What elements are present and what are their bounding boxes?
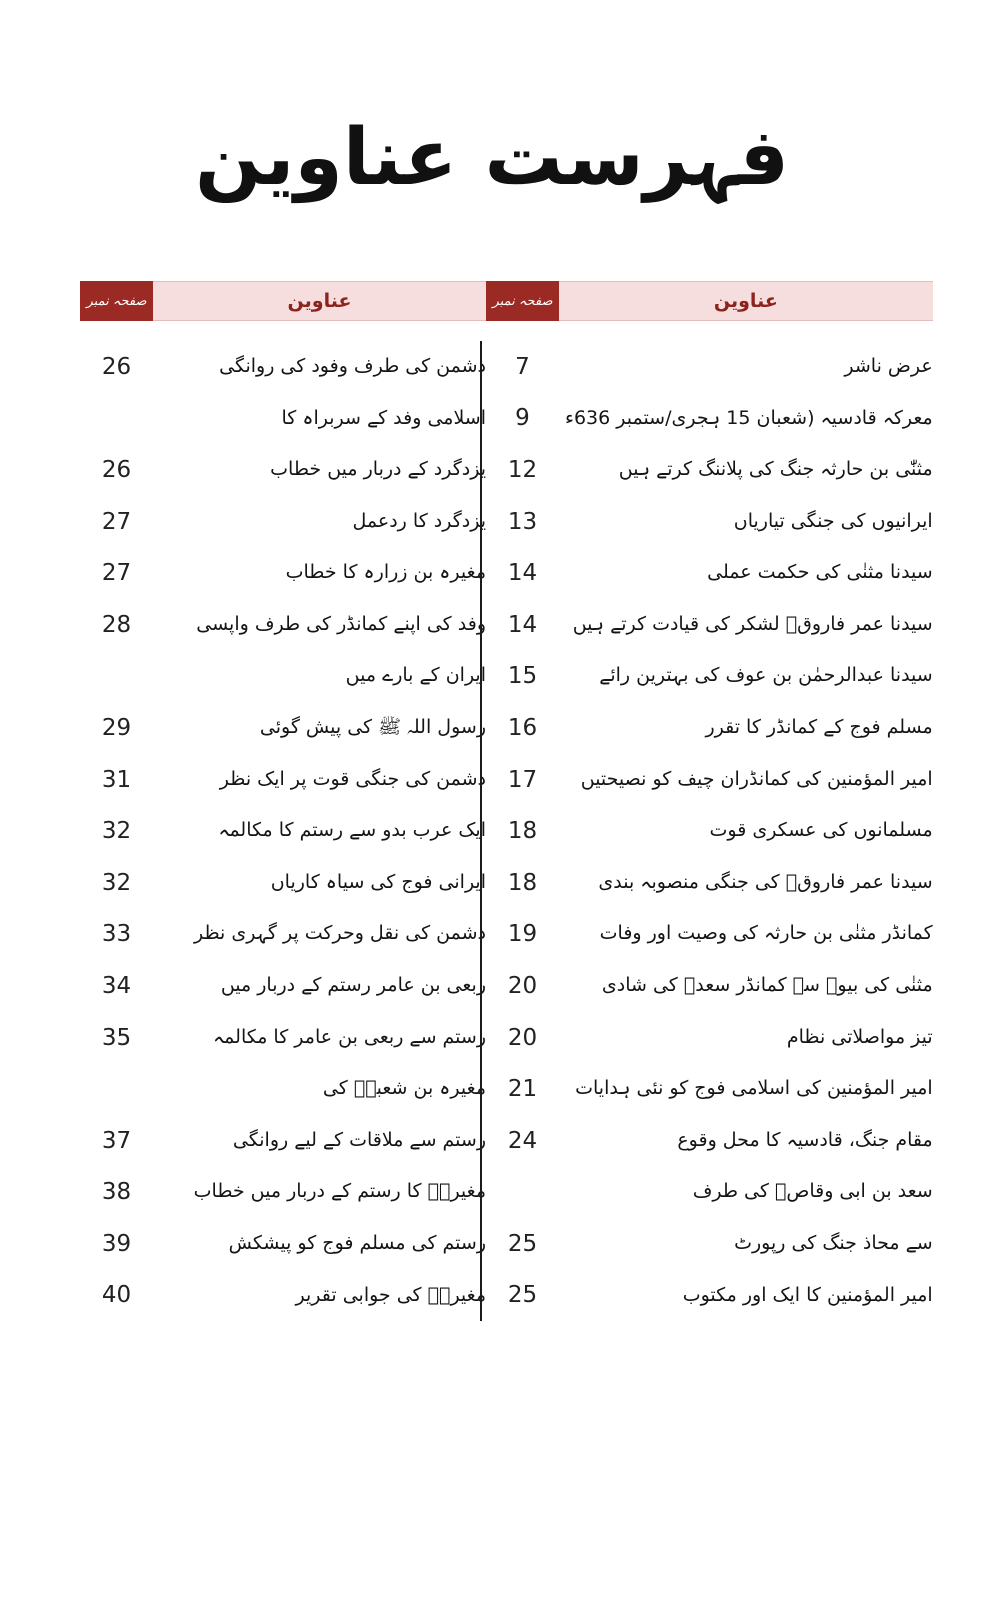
toc-entry <box>486 393 933 445</box>
page-title: فہرست عناوین <box>194 112 790 203</box>
toc-entry <box>486 496 933 548</box>
entry-page-number: 24 <box>507 1127 538 1154</box>
titles-header-strip-left <box>153 281 486 321</box>
toc-entry <box>80 1012 486 1064</box>
entry-title: مسلم فوج کے کمانڈر کا تقرر <box>705 716 933 739</box>
entry-title: عرض ناشر <box>844 354 933 377</box>
entry-title: ایران کے بارے میں <box>345 664 486 687</box>
toc-entry <box>80 702 486 754</box>
entry-title: کمانڈر مثنٰی بن حارثہ کی وصیت اور وفات <box>599 922 933 945</box>
entry-page-number: 20 <box>507 1024 538 1051</box>
entry-page-number: 18 <box>507 869 538 896</box>
entry-title: ربعی بن عامر رستم کے دربار میں <box>220 974 486 997</box>
column-header-right <box>486 281 933 321</box>
toc-entry <box>80 496 486 548</box>
entry-title: مغیرہؓ کی جوابی تقریر <box>295 1283 486 1306</box>
entry-title: تیز مواصلاتی نظام <box>786 1025 933 1048</box>
entry-page-number: 27 <box>101 508 132 535</box>
entry-title: دشمن کی جنگی قوت پر ایک نظر <box>219 767 486 790</box>
entry-title: دشمن کی نقل وحرکت پر گہری نظر <box>193 922 486 945</box>
toc-entry <box>80 1115 486 1167</box>
toc-entry <box>80 960 486 1012</box>
entry-page-number: 7 <box>515 353 530 380</box>
entry-title: رسول اللہ ﷺ کی پیش گوئی <box>259 716 486 739</box>
toc-entry <box>486 547 933 599</box>
toc-entry <box>486 909 933 961</box>
titles-header-label-left: عناوین <box>287 290 352 312</box>
entry-page-number: 32 <box>101 869 132 896</box>
entry-page-number: 26 <box>101 456 132 483</box>
entry-page-number: 27 <box>101 560 132 587</box>
toc-entry <box>486 1270 933 1322</box>
toc-entry <box>80 1218 486 1270</box>
entry-page-number: 19 <box>507 921 538 948</box>
toc-entry <box>80 651 486 703</box>
entry-title: امیر المؤمنین کی اسلامی فوج کو نئی ہدایات <box>575 1077 933 1100</box>
entry-page-number: 16 <box>507 714 538 741</box>
entry-title: سیدنا عمر فاروقؓ کی جنگی منصوبہ بندی <box>598 870 933 893</box>
entry-page-number: 15 <box>507 663 538 690</box>
entry-page-number: 32 <box>101 818 132 845</box>
page-number-header-left: صفحہ نمبر <box>80 281 153 321</box>
entry-title: مغیرہ بن زرارہ کا خطاب <box>285 561 486 584</box>
toc-entry <box>486 754 933 806</box>
titles-header-label-right: عناوین <box>713 290 778 312</box>
toc-entry <box>486 341 933 393</box>
toc-entry <box>80 393 486 445</box>
toc-entry <box>80 444 486 496</box>
toc-entry <box>486 1115 933 1167</box>
entry-page-number: 12 <box>507 456 538 483</box>
toc-column-left <box>80 281 486 1321</box>
entry-title: امیر المؤمنین کا ایک اور مکتوب <box>682 1283 933 1306</box>
entry-page-number: 14 <box>507 560 538 587</box>
entry-page-number: 34 <box>101 972 132 999</box>
entry-title: سیدنا مثنٰی کی حکمت عملی <box>707 561 933 584</box>
entry-page-number: 29 <box>101 714 132 741</box>
toc-entry <box>486 857 933 909</box>
entry-page-number: 14 <box>507 611 538 638</box>
entry-page-number: 31 <box>101 766 132 793</box>
entry-page-number: 17 <box>507 766 538 793</box>
entry-page-number: 37 <box>101 1127 132 1154</box>
toc-entry <box>486 444 933 496</box>
page-number-header-right: صفحہ نمبر <box>486 281 559 321</box>
entry-title: یزدگرد کے دربار میں خطاب <box>270 458 486 481</box>
entry-title: ایرانی فوج کی سیاہ کاریاں <box>270 870 486 893</box>
entry-page-number: 39 <box>101 1230 132 1257</box>
entry-page-number: 35 <box>101 1024 132 1051</box>
toc-entry <box>80 1167 486 1219</box>
toc-entry <box>80 805 486 857</box>
toc-entry <box>80 754 486 806</box>
toc-entries-right <box>480 341 933 1321</box>
toc-entry <box>80 1270 486 1322</box>
entry-title: مسلمانوں کی عسکری قوت <box>709 819 933 842</box>
entry-page-number: 18 <box>507 818 538 845</box>
toc-columns <box>80 281 933 1321</box>
entry-title: اسلامی وفد کے سربراہ کا <box>281 406 486 429</box>
toc-entry <box>80 1063 486 1115</box>
entry-title: وفد کی اپنے کمانڈر کی طرف واپسی <box>196 612 486 635</box>
entry-title: امیر المؤمنین کی کمانڈران چیف کو نصیحتیں <box>580 767 933 790</box>
toc-entry <box>80 909 486 961</box>
entry-title: رستم سے ملاقات کے لیے روانگی <box>232 1128 486 1151</box>
toc-entry <box>486 651 933 703</box>
entry-title: سے محاذ جنگ کی رپورٹ <box>734 1232 933 1255</box>
entry-title: معرکہ قادسیہ (شعبان 15 ہجری/ستمبر 636ء <box>565 406 933 429</box>
entry-title: مقام جنگ، قادسیہ کا محل وقوع <box>677 1128 933 1151</box>
entry-title: سیدنا عمر فاروقؓ لشکر کی قیادت کرتے ہیں <box>572 612 933 635</box>
toc-column-right <box>486 281 933 1321</box>
entry-page-number: 21 <box>507 1076 538 1103</box>
toc-entry <box>80 547 486 599</box>
toc-entry <box>80 341 486 393</box>
entry-page-number: 13 <box>507 508 538 535</box>
entry-title: ایرانیوں کی جنگی تیاریاں <box>733 509 933 532</box>
entry-title: رستم سے ربعی بن عامر کا مکالمہ <box>213 1025 486 1048</box>
titles-header-strip-right <box>559 281 933 321</box>
column-header-left <box>80 281 486 321</box>
entry-title: ایک عرب بدو سے رستم کا مکالمہ <box>218 819 486 842</box>
toc-entry <box>80 857 486 909</box>
entry-title: مغیرہؓ کا رستم کے دربار میں خطاب <box>193 1180 486 1203</box>
entry-title: دشمن کی طرف وفود کی روانگی <box>219 354 486 377</box>
toc-entry <box>486 1218 933 1270</box>
entry-page-number: 38 <box>101 1179 132 1206</box>
toc-entry <box>486 1167 933 1219</box>
toc-entry <box>486 599 933 651</box>
toc-entry <box>486 1063 933 1115</box>
entry-page-number: 9 <box>515 405 530 432</box>
toc-entry <box>486 805 933 857</box>
entry-page-number: 25 <box>507 1230 538 1257</box>
toc-entry <box>486 960 933 1012</box>
toc-entry <box>80 599 486 651</box>
toc-entry <box>486 1012 933 1064</box>
entry-title: یزدگرد کا ردعمل <box>352 509 486 532</box>
entry-page-number: 40 <box>101 1282 132 1309</box>
toc-entries-left <box>80 341 486 1321</box>
entry-title: مثنّٰی بن حارثہ جنگ کی پلاننگ کرتے ہیں <box>618 458 933 481</box>
entry-page-number: 25 <box>507 1282 538 1309</box>
entry-title: مغیرہ بن شعبہؓ کی <box>322 1077 486 1100</box>
entry-page-number: 33 <box>101 921 132 948</box>
entry-title: رستم کی مسلم فوج کو پیشکش <box>228 1232 486 1255</box>
entry-page-number: 26 <box>101 353 132 380</box>
entry-title: مثنٰی کی بیوہ سے کمانڈر سعدؓ کی شادی <box>601 974 933 997</box>
entry-title: سعد بن ابی وقاصؓ کی طرف <box>692 1180 933 1203</box>
entry-title: سیدنا عبدالرحمٰن بن عوف کی بہترین رائے <box>599 664 933 687</box>
toc-entry <box>486 702 933 754</box>
entry-page-number: 28 <box>101 611 132 638</box>
entry-page-number: 20 <box>507 972 538 999</box>
